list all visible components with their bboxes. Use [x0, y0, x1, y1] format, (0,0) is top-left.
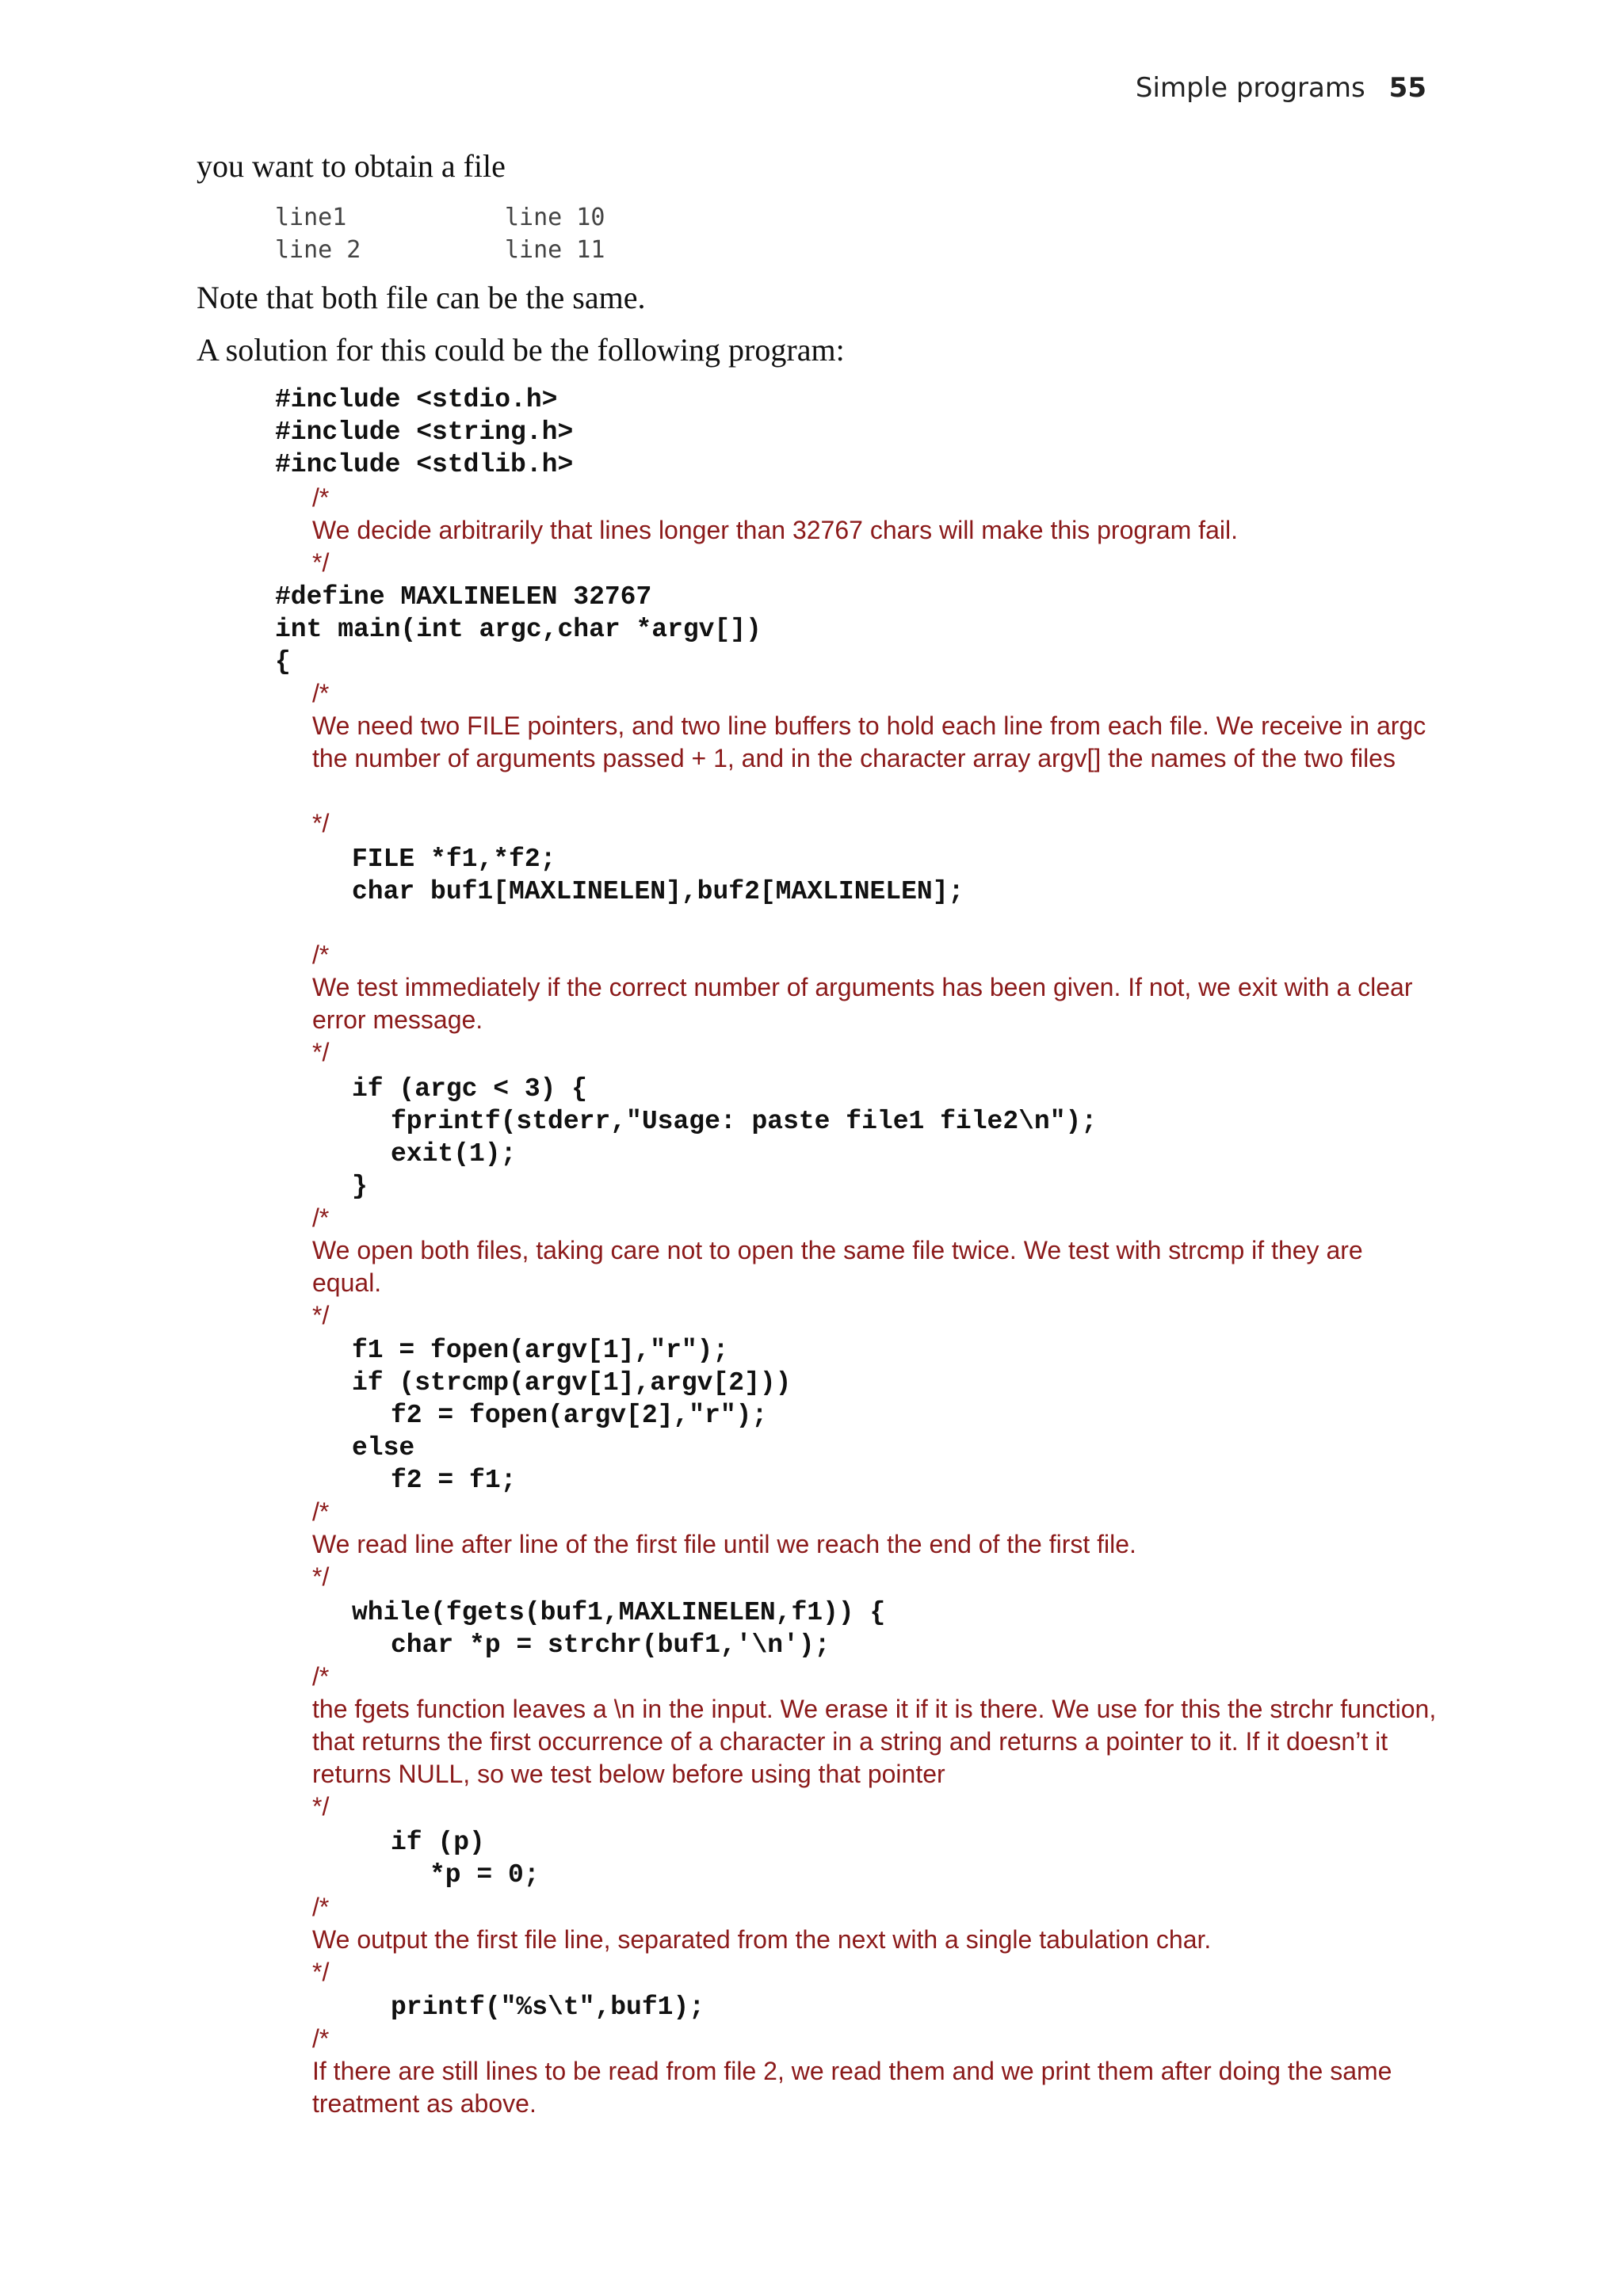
- comment-text: We open both files, taking care not to open the same file twice. We test with strcmp if they are equal.: [312, 1236, 1363, 1297]
- code-line: printf("%s\t",buf1);: [391, 1993, 705, 2022]
- code-line: }: [352, 1172, 368, 1201]
- code-line: *p = 0;: [430, 1860, 540, 1890]
- running-title: Simple programs: [1135, 72, 1365, 104]
- comment-text: We decide arbitrarily that lines longer than 32767 chars will make this program fail.: [312, 516, 1238, 544]
- comment-open: /*: [312, 1497, 330, 1526]
- code-line: int main(int argc,char *argv[]): [275, 615, 762, 644]
- comment-text: We read line after line of the first file until we reach the end of the first file.: [312, 1530, 1136, 1558]
- comment-close: */: [312, 1301, 330, 1329]
- file-example-right: line 11: [505, 236, 605, 264]
- file-example-right: line 10: [505, 204, 605, 231]
- code-line: while(fgets(buf1,MAXLINELEN,f1)) {: [352, 1598, 886, 1627]
- comment-text: We need two FILE pointers, and two line buffers to hold each line from each file. We receive in argc the number of arguments passed + 1, and in the character array argv[] the names of the two files: [312, 711, 1426, 772]
- comment-close: */: [312, 1562, 330, 1591]
- comment-open: /*: [312, 1203, 330, 1232]
- code-line: else: [352, 1433, 415, 1463]
- comment-open: /*: [312, 940, 330, 969]
- comment-text: If there are still lines to be read from file 2, we read them and we print them after doing the same treatment as above.: [312, 2057, 1392, 2118]
- code-line: exit(1);: [391, 1139, 517, 1169]
- code-line: #include <stdio.h>: [275, 385, 558, 414]
- code-line: if (strcmp(argv[1],argv[2])): [352, 1368, 792, 1398]
- code-line: f1 = fopen(argv[1],"r");: [352, 1336, 729, 1365]
- comment-close: */: [312, 1958, 330, 1986]
- code-line: if (p): [391, 1828, 485, 1857]
- comment-close: */: [312, 809, 330, 837]
- code-line: #include <stdlib.h>: [275, 450, 574, 479]
- code-line: f2 = fopen(argv[2],"r");: [391, 1401, 768, 1430]
- comment-close: */: [312, 1038, 330, 1066]
- code-line: {: [275, 647, 291, 677]
- comment-open: /*: [312, 483, 330, 512]
- comment-text: We test immediately if the correct number of arguments has been given. If not, we exit with a clear error message.: [312, 973, 1413, 1034]
- comment-open: /*: [312, 2024, 330, 2053]
- code-line: #define MAXLINELEN 32767: [275, 582, 652, 612]
- code-line: fprintf(stderr,"Usage: paste file1 file2\n");: [391, 1107, 1098, 1136]
- code-line: f2 = f1;: [391, 1466, 517, 1495]
- file-example-left: line 2: [275, 236, 361, 264]
- file-example-left: line1: [275, 204, 347, 231]
- comment-open: /*: [312, 679, 330, 707]
- code-line: FILE *f1,*f2;: [352, 845, 556, 874]
- comment-close: */: [312, 1792, 330, 1821]
- code-line: #include <string.h>: [275, 418, 574, 447]
- comment-open: /*: [312, 1662, 330, 1691]
- code-line: if (argc < 3) {: [352, 1074, 588, 1104]
- code-line: char buf1[MAXLINELEN],buf2[MAXLINELEN];: [352, 877, 964, 906]
- page-number: 55: [1388, 72, 1426, 104]
- solution-intro: A solution for this could be the following program:: [197, 332, 845, 368]
- comment-text: We output the first file line, separated from the next with a single tabulation char.: [312, 1925, 1212, 1954]
- note-sentence: Note that both file can be the same.: [197, 280, 646, 315]
- intro-sentence: you want to obtain a file: [197, 148, 506, 184]
- code-line: char *p = strchr(buf1,'\n');: [391, 1630, 831, 1660]
- comment-text: the fgets function leaves a \n in the input. We erase it if it is there. We use for this the strchr function, that returns the first occurrence of a character in a string and returns a pointer to it. If it doesn’t it returns NULL, so we test below before using that pointer: [312, 1695, 1437, 1788]
- comment-close: */: [312, 548, 330, 577]
- comment-open: /*: [312, 1893, 330, 1921]
